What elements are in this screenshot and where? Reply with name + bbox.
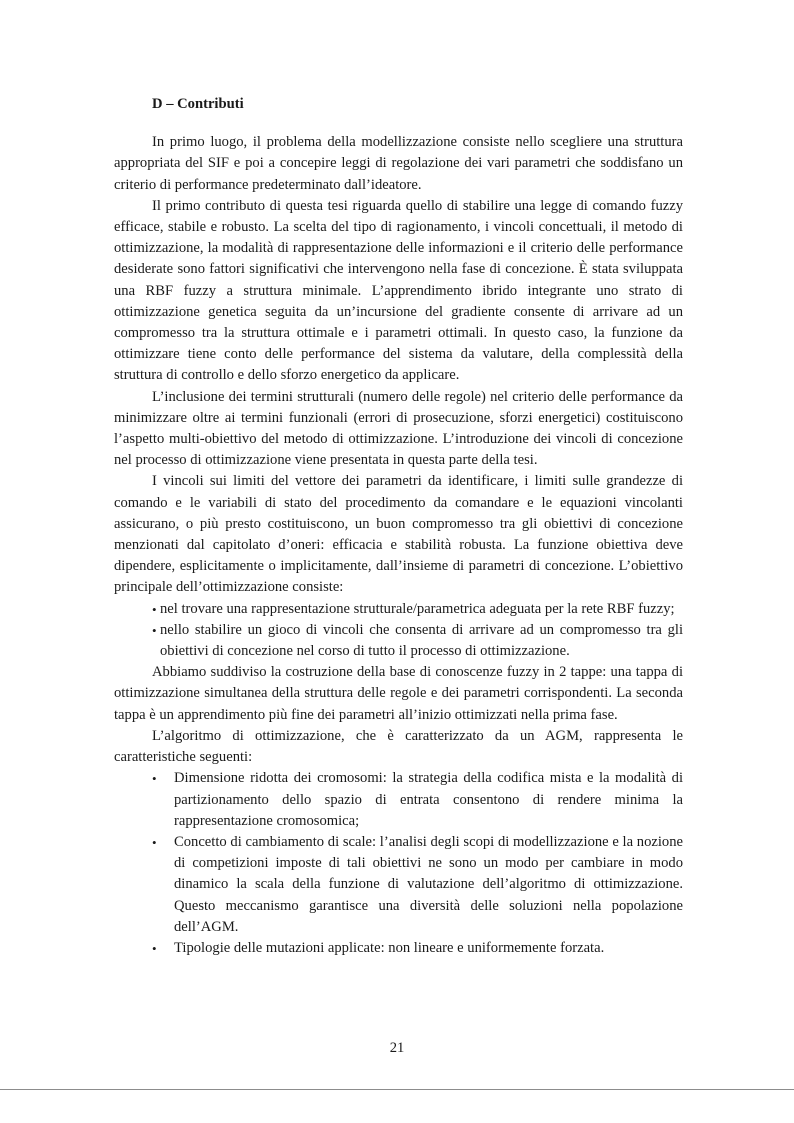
list-item — [114, 768, 683, 832]
page-number: 21 — [389, 1040, 405, 1056]
list-item-text: nel trovare una rappresentazione strutturale/parametrica adeguata per la rete RBF fuzzy; — [160, 600, 675, 617]
footer-divider — [0, 1089, 794, 1090]
features-list — [114, 768, 683, 959]
bullet-icon: • — [152, 622, 157, 638]
list-item — [114, 832, 683, 938]
paragraph-4: I vincoli sui limiti del vettore dei parametri da identificare, i limiti sulle grandezze di comando e le variabili di stato del procedimento da comandare e le equazioni vincolanti assicurano, o più presto costituiscono, un buon compromesso tra gli obiettivi di concezione menzionati dal capitolato d’oneri: efficacia e stabilità robusta. La funzione obiettiva deve dipendere, esplicitamente o implicitamente, dall’insieme di parametri di concezione. L’obiettivo principale dell’ottimizzazione consiste: — [114, 473, 683, 596]
paragraph-3: L’inclusione dei termini strutturali (numero delle regole) nel criterio delle performance da minimizzare oltre ai termini funzionali (errori di prosecuzione, sforzi energetici) costituiscono l’aspetto multi-obiettivo del metodo di ottimizzazione. L’introduzione dei vincoli di concezione nel processo di ottimizzazione viene presentata in questa parte della tesi. — [114, 388, 683, 469]
list-item-text: Dimensione ridotta dei cromosomi: la strategia della codifica mista e la modalità di partizionamento dello spazio di entrata consentono di rendere minima la rappresentazione cromosomica; — [174, 770, 683, 829]
document-page — [114, 94, 683, 959]
bullet-icon: • — [152, 940, 157, 956]
list-item — [114, 620, 683, 662]
list-item-text: Tipologie delle mutazioni applicate: non lineare e uniformemente forzata. — [174, 939, 605, 956]
list-item-text: Concetto di cambiamento di scale: l’analisi degli scopi di modellizzazione e la nozione di competizioni imposte di tali obiettivi ne sono un modo per cambiare in modo dinamico la scala della funzione di valutazione dell’algoritmo di ottimizzazione. Questo meccanismo garantisce una diversità delle soluzioni nella popolazione dell’AGM. — [174, 833, 683, 935]
paragraph-1: In primo luogo, il problema della modellizzazione consiste nello scegliere una struttura appropriata del SIF e poi a concepire leggi di regolazione dei vari parametri che soddisfano un criterio di performance predeterminato dall’ideatore. — [114, 134, 683, 193]
list-item — [114, 938, 683, 959]
section-heading: D – Contributi — [152, 96, 244, 112]
paragraph-6: L’algoritmo di ottimizzazione, che è caratterizzato da un AGM, rappresenta le caratteristiche seguenti: — [114, 727, 683, 766]
list-item-text: nello stabilire un gioco di vincoli che consenta di arrivare ad un compromesso tra gli obiettivi di concezione nel corso di tutto il processo di ottimizzazione. — [160, 621, 683, 660]
bullet-icon: • — [152, 601, 157, 617]
paragraph-2: Il primo contributo di questa tesi riguarda quello di stabilire una legge di comando fuzzy efficace, stabile e robusto. La scelta del tipo di ragionamento, i vincoli concettuali, il metodo di ottimizzazione, la modalità di rappresentazione delle informazioni e il criterio delle performance desiderate sono fattori significativi che intervengono nella fase di concezione. È stata sviluppata una RBF fuzzy a struttura minimale. L’apprendimento ibrido integrante uno strato di ottimizzazione genetica seguita da un’incursione del gradiente consente di arrivare ad un compromesso tra la struttura ottimale e i parametri ottimali. In questo caso, la funzione da ottimizzare tiene conto delle performance del sistema da valutare, della complessità della struttura di controllo e dello sforzo energetico da applicare. — [114, 197, 683, 384]
bullet-icon: • — [152, 834, 157, 850]
list-item — [114, 599, 683, 620]
paragraph-5: Abbiamo suddiviso la costruzione della base di conoscenze fuzzy in 2 tappe: una tappa di ottimizzazione simultanea della struttura delle regole e dei parametri corrispondenti. La seconda tappa è un apprendimento più fine dei parametri all’inizio ottimizzati nella prima fase. — [114, 664, 683, 723]
bullet-icon: • — [152, 771, 157, 787]
objectives-list — [114, 599, 683, 663]
